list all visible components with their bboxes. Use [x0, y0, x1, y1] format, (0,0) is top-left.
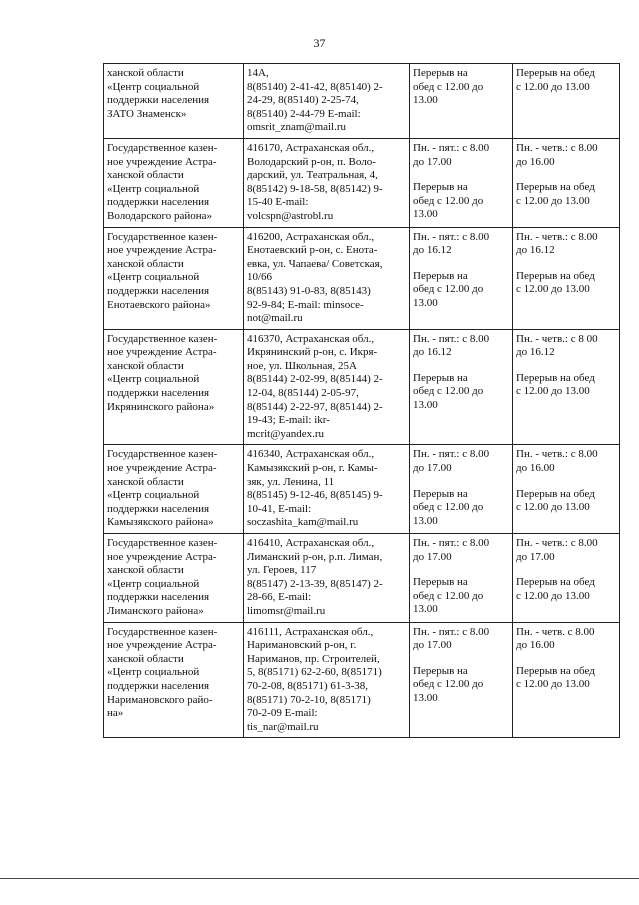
address-cell: [244, 329, 410, 445]
cell-line: Пн. - пят.: с 8.00: [413, 332, 490, 345]
cell-line: Перерыв на: [413, 67, 468, 79]
cell-line: 8(85145) 9-12-46, 8(85145) 9-: [247, 489, 383, 502]
line-gap: [516, 258, 616, 270]
cell-line: Енотаевский р-он, с. Енота-: [247, 244, 378, 257]
cell-line: до 16.12: [516, 244, 555, 257]
cell-line: поддержки населения: [107, 284, 210, 297]
cell-line: Пн. - пят.: с 8.00: [413, 537, 490, 549]
cell-line: Перерыв на: [413, 371, 468, 384]
cell-line: Государственное казен-: [107, 448, 218, 461]
table-row: [104, 622, 620, 738]
cell-line: «Центр социальной: [107, 373, 200, 386]
org-cell: [104, 138, 244, 227]
hours-other-cell: [513, 445, 620, 534]
cell-line: с 12.00 до 13.00: [516, 589, 590, 602]
cell-line: поддержки населения: [107, 387, 210, 400]
cell-line: Перерыв на обед: [516, 487, 595, 500]
cell-line: обед с 12.00 до: [413, 589, 484, 602]
cell-line: Камызякский р-он, г. Камы-: [247, 462, 378, 475]
cell-line: Пн. - четв.: с 8.00: [516, 537, 598, 549]
cell-line: 13.00: [413, 603, 438, 616]
address-cell: [244, 534, 410, 623]
cell-line: «Центр социальной: [107, 80, 200, 93]
cell-line: 416170, Астраханская обл.,: [247, 141, 375, 154]
cell-line: Государственное казен-: [107, 332, 218, 345]
cell-line: Пн. - четв.: с 8.00: [516, 230, 598, 243]
table-row: [104, 227, 620, 329]
cell-line: поддержки населения: [107, 196, 210, 209]
hours-weekday-cell: [410, 329, 513, 445]
cell-line: Енотаевского района»: [107, 298, 211, 311]
cell-line: поддержки населения: [107, 94, 210, 107]
cell-line: ул. Героев, 117: [247, 564, 317, 577]
address-cell: [244, 227, 410, 329]
cell-line: «Центр социальной: [107, 489, 200, 502]
cell-line: до 17.00: [413, 462, 452, 475]
line-gap: [516, 653, 616, 665]
cell-line: Перерыв на обед: [516, 576, 595, 589]
table-row: [104, 329, 620, 445]
cell-line: 8(85140) 2-44-79 E-mail:: [247, 107, 361, 120]
cell-line: обед с 12.00 до: [413, 283, 484, 296]
cell-line: Наримановский р-он, г.: [247, 639, 357, 652]
cell-line: «Центр социальной: [107, 182, 200, 195]
cell-line: ханской области: [107, 257, 184, 270]
org-cell: [104, 445, 244, 534]
cell-line: Икрянинского района»: [107, 400, 215, 413]
hours-other-cell: [513, 64, 620, 139]
cell-line: Пн. - пят.: с 8.00: [413, 448, 490, 461]
cell-line: Перерыв на: [413, 664, 468, 677]
table-row: [104, 64, 620, 139]
table-body: [104, 64, 620, 738]
cell-line: 19-43; E-mail: ikr-: [247, 414, 330, 427]
cell-line: до 17.00: [413, 155, 452, 168]
cell-line: 70-2-09 E-mail:: [247, 707, 318, 720]
org-cell: [104, 622, 244, 738]
institutions-table: [103, 63, 620, 738]
cell-line: 13.00: [413, 296, 438, 309]
cell-line: до 17.00: [516, 550, 555, 563]
cell-line: до 17.00: [413, 639, 452, 652]
hours-weekday-cell: [410, 138, 513, 227]
table-row: [104, 138, 620, 227]
cell-line: 8(85144) 2-22-97, 8(85144) 2-: [247, 400, 383, 413]
cell-line: Государственное казен-: [107, 141, 218, 154]
line-gap: [516, 564, 616, 576]
cell-line: обед с 12.00 до: [413, 678, 484, 691]
cell-line: до 16.00: [516, 639, 555, 652]
table-row: [104, 534, 620, 623]
cell-line: Государственное казен-: [107, 230, 218, 243]
hours-other-cell: [513, 329, 620, 445]
cell-line: Перерыв на обед: [516, 181, 595, 194]
line-gap: [413, 653, 509, 665]
cell-line: обед с 12.00 до: [413, 385, 484, 398]
cell-line: Государственное казен-: [107, 537, 218, 549]
cell-line: 24-29, 8(85140) 2-25-74,: [247, 94, 359, 107]
cell-line: Пн. - пят.: с 8.00: [413, 230, 490, 243]
cell-line: с 12.00 до 13.00: [516, 501, 590, 514]
cell-line: ханской области: [107, 475, 184, 488]
cell-line: 13.00: [413, 514, 438, 527]
cell-line: Володарского района»: [107, 209, 213, 222]
cell-line: «Центр социальной: [107, 666, 200, 679]
cell-line: обед с 12.00 до: [413, 501, 484, 514]
cell-line: Перерыв на обед: [516, 269, 595, 282]
hours-weekday-cell: [410, 534, 513, 623]
cell-line: до 16.12: [413, 244, 452, 257]
line-gap: [413, 360, 509, 372]
line-gap: [413, 169, 509, 181]
cell-line: 416200, Астраханская обл.,: [247, 230, 375, 243]
cell-line: omsrit_znam@mail.ru: [247, 121, 347, 134]
cell-line: поддержки населения: [107, 679, 210, 692]
cell-line: Перерыв на: [413, 269, 468, 282]
cell-line: поддержки населения: [107, 502, 210, 515]
cell-line: до 16.00: [516, 462, 555, 475]
cell-line: Государственное казен-: [107, 625, 218, 638]
cell-line: 14А,: [247, 67, 269, 79]
cell-line: ханской области: [107, 359, 184, 372]
cell-line: Пн. - четв. с 8.00: [516, 625, 595, 638]
cell-line: tis_nar@mail.ru: [247, 720, 319, 733]
cell-line: 13.00: [413, 208, 438, 221]
cell-line: 13.00: [413, 691, 438, 704]
cell-line: с 12.00 до 13.00: [516, 283, 590, 296]
hours-other-cell: [513, 622, 620, 738]
cell-line: поддержки населения: [107, 591, 210, 604]
cell-line: дарский, ул. Театральная, 4,: [247, 169, 378, 182]
cell-line: 8(85144) 2-02-99, 8(85144) 2-: [247, 373, 383, 386]
cell-line: Володарский р-он, п. Воло-: [247, 155, 376, 168]
cell-line: ханской области: [107, 652, 184, 665]
cell-line: Нариманов, пр. Строителей,: [247, 652, 380, 665]
line-gap: [516, 476, 616, 488]
cell-line: 416410, Астраханская обл.,: [247, 537, 375, 549]
line-gap: [413, 564, 509, 576]
cell-line: Пн. - четв.: с 8 00: [516, 332, 598, 345]
cell-line: 15-40 E-mail:: [247, 196, 309, 209]
cell-line: 8(85140) 2-41-42, 8(85140) 2-: [247, 80, 383, 93]
cell-line: с 12.00 до 13.00: [516, 385, 590, 398]
cell-line: ханской области: [107, 169, 184, 182]
cell-line: 416370, Астраханская обл.,: [247, 332, 375, 345]
cell-line: 13.00: [413, 399, 438, 412]
cell-line: на»: [107, 707, 124, 720]
cell-line: обед с 12.00 до: [413, 194, 484, 207]
cell-line: mcrit@yandex.ru: [247, 427, 325, 440]
hours-other-cell: [513, 227, 620, 329]
cell-line: 5, 8(85171) 62-2-60, 8(85171): [247, 666, 382, 679]
cell-line: 13.00: [413, 94, 438, 107]
cell-line: Камызякского района»: [107, 516, 214, 529]
address-cell: [244, 138, 410, 227]
cell-line: ное учреждение Астра-: [107, 346, 217, 359]
cell-line: до 17.00: [413, 550, 452, 563]
cell-line: Перерыв на: [413, 576, 468, 589]
cell-line: 28-66, E-mail:: [247, 591, 312, 604]
cell-line: Перерыв на обед: [516, 371, 595, 384]
cell-line: ное учреждение Астра-: [107, 462, 217, 475]
hours-weekday-cell: [410, 445, 513, 534]
cell-line: Перерыв на обед: [516, 664, 595, 677]
cell-line: 70-2-08, 8(85171) 61-3-38,: [247, 679, 368, 692]
cell-line: «Центр социальной: [107, 577, 200, 590]
hours-other-cell: [513, 138, 620, 227]
cell-line: Пн. - пят.: с 8.00: [413, 625, 490, 638]
cell-line: 12-04, 8(85144) 2-05-97,: [247, 387, 359, 400]
hours-weekday-cell: [410, 227, 513, 329]
cell-line: 8(85147) 2-13-39, 8(85147) 2-: [247, 577, 383, 590]
cell-line: Пн. - четв.: с 8.00: [516, 448, 598, 461]
line-gap: [516, 169, 616, 181]
cell-line: ЗАТО Знаменск»: [107, 107, 187, 120]
hours-other-cell: [513, 534, 620, 623]
org-cell: [104, 64, 244, 139]
cell-line: ханской области: [107, 67, 184, 79]
hours-weekday-cell: [410, 622, 513, 738]
cell-line: с 12.00 до 13.00: [516, 194, 590, 207]
org-cell: [104, 227, 244, 329]
address-cell: [244, 64, 410, 139]
bottom-rule: [0, 878, 639, 879]
cell-line: Перерыв на: [413, 487, 468, 500]
cell-line: Икрянинский р-он, с. Икря-: [247, 346, 378, 359]
cell-line: soczashita_kam@mail.ru: [247, 516, 359, 529]
cell-line: до 16.12: [413, 346, 452, 359]
cell-line: Пн. - пят.: с 8.00: [413, 141, 490, 154]
cell-line: «Центр социальной: [107, 271, 200, 284]
cell-line: ное учреждение Астра-: [107, 155, 217, 168]
cell-line: volcspn@astrobl.ru: [247, 209, 334, 222]
cell-line: limomsr@mail.ru: [247, 604, 326, 617]
cell-line: до 16.00: [516, 155, 555, 168]
cell-line: до 16.12: [516, 346, 555, 359]
cell-line: ное, ул. Школьная, 25А: [247, 359, 357, 372]
address-cell: [244, 622, 410, 738]
cell-line: 8(85143) 91-0-83, 8(85143): [247, 284, 371, 297]
org-cell: [104, 534, 244, 623]
line-gap: [516, 360, 616, 372]
cell-line: зяк, ул. Ленина, 11: [247, 475, 335, 488]
page-number: 37: [313, 36, 326, 50]
cell-line: 10/66: [247, 271, 273, 284]
address-cell: [244, 445, 410, 534]
cell-line: 8(85142) 9-18-58, 8(85142) 9-: [247, 182, 383, 195]
cell-line: Перерыв на обед: [516, 67, 595, 79]
org-cell: [104, 329, 244, 445]
cell-line: Пн. - четв.: с 8.00: [516, 141, 598, 154]
cell-line: Перерыв на: [413, 181, 468, 194]
cell-line: с 12.00 до 13.00: [516, 80, 590, 93]
cell-line: Наримановского райо-: [107, 693, 213, 706]
cell-line: 10-41, E-mail:: [247, 502, 312, 515]
cell-line: ное учреждение Астра-: [107, 639, 217, 652]
line-gap: [413, 476, 509, 488]
cell-line: обед с 12.00 до: [413, 80, 484, 93]
cell-line: 8(85171) 70-2-10, 8(85171): [247, 693, 371, 706]
cell-line: 92-9-84; E-mail: minsoce-: [247, 298, 364, 311]
cell-line: с 12.00 до 13.00: [516, 678, 590, 691]
cell-line: not@mail.ru: [247, 312, 303, 325]
cell-line: ное учреждение Астра-: [107, 244, 217, 257]
hours-weekday-cell: [410, 64, 513, 139]
cell-line: Лиманского района»: [107, 604, 204, 617]
cell-line: ное учреждение Астра-: [107, 550, 217, 563]
cell-line: ханской области: [107, 564, 184, 577]
cell-line: 416340, Астраханская обл.,: [247, 448, 375, 461]
cell-line: 416111, Астраханская обл.,: [247, 625, 374, 638]
cell-line: евка, ул. Чапаева/ Советская,: [247, 257, 383, 270]
line-gap: [413, 258, 509, 270]
cell-line: Лиманский р-он, р.п. Лиман,: [247, 550, 383, 563]
table-row: [104, 445, 620, 534]
